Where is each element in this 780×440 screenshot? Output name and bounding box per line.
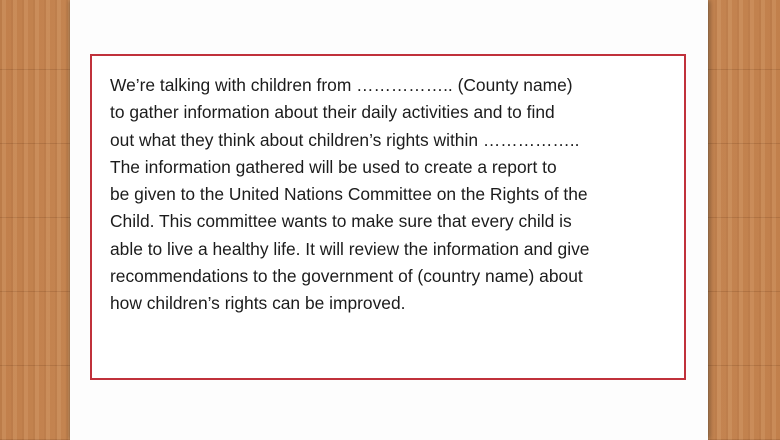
red-bordered-text-box (90, 54, 686, 380)
paragraph-line-1: We’re talking with children from …………….. (County name) (110, 75, 573, 95)
paragraph-line-7: able to live a healthy life. It will review the information and give (110, 238, 590, 259)
wood-background-right (708, 0, 780, 440)
paragraph-line-2: to gather information about their daily activities and to find (110, 102, 555, 123)
paragraph-line-6: Child. This committee wants to make sure that every child is (110, 211, 572, 232)
paragraph-line-5: be given to the United Nations Committee on the Rights of the (110, 184, 588, 205)
wood-background-left (0, 0, 70, 440)
paragraph-line-9: how children’s rights can be improved. (110, 293, 406, 314)
paragraph-line-3: out what they think about children’s rights within …………….. (110, 129, 580, 150)
paragraph-line-8: recommendations to the government of (country name) about (110, 266, 583, 287)
consent-paragraph (110, 72, 680, 318)
paper-sheet (70, 0, 708, 440)
paragraph-line-4: The information gathered will be used to create a report to (110, 156, 557, 177)
